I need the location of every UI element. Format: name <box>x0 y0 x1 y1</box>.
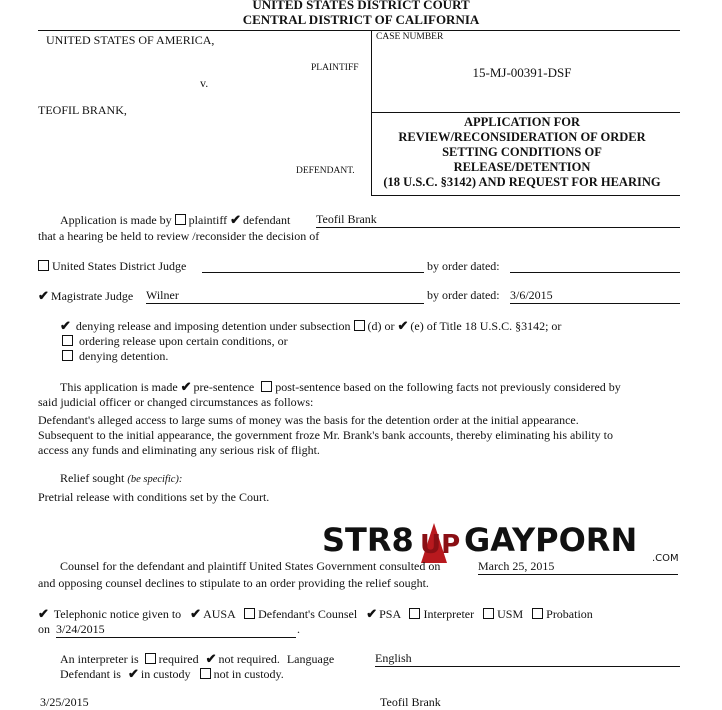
decision-option-1 <box>60 318 561 334</box>
consulted-date[interactable]: March 25, 2015 <box>478 559 678 575</box>
relief-hint: (be specific): <box>127 474 183 485</box>
hearing-text: that a hearing be held to review /reconsider the decision of <box>38 229 320 243</box>
notice-check-icon[interactable]: ✔ <box>38 606 49 621</box>
district-judge-row <box>38 259 186 274</box>
decision-option-2-text: ordering release upon certain conditions, or <box>79 334 288 348</box>
watermark-logo-graphic <box>322 517 684 565</box>
ausa-check-icon[interactable]: ✔ <box>190 606 202 621</box>
case-number-label: CASE NUMBER <box>376 32 444 42</box>
sentence-line <box>60 379 621 395</box>
not-in-custody-checkbox[interactable] <box>200 668 211 679</box>
title-bottom-rule <box>371 195 680 196</box>
counsel-line-2: and opposing counsel declines to stipulate to an order providing the relief sought. <box>38 576 429 590</box>
title-line-3: SETTING CONDITIONS OF <box>442 145 602 159</box>
defendant-label: DEFENDANT. <box>296 166 355 176</box>
magistrate-order-date[interactable]: 3/6/2015 <box>510 288 680 304</box>
defendant-name: TEOFIL BRANK, <box>38 103 127 117</box>
plaintiff-option: plaintiff <box>188 213 228 227</box>
interpreter-row <box>60 651 334 667</box>
defendant-check-icon[interactable]: ✔ <box>230 212 241 227</box>
language-label: Language <box>286 652 335 666</box>
watermark-logo <box>322 517 684 565</box>
usm-checkbox[interactable] <box>483 608 494 619</box>
interpreter-not-required-text: not required. <box>218 652 280 666</box>
subsection-d-checkbox[interactable] <box>354 320 365 331</box>
detention-check-icon[interactable]: ✔ <box>60 318 71 333</box>
logo-suffix: .COM <box>652 553 679 564</box>
post-sentence-text: post-sentence based on the following facts not previously considered by <box>275 380 621 394</box>
relief-text: Pretrial release with conditions set by the Court. <box>38 490 270 504</box>
not-in-custody-text: not in custody. <box>213 667 284 681</box>
district-order-dated-label: by order dated: <box>427 259 500 273</box>
applicant-line <box>60 212 290 228</box>
notice-row <box>38 606 593 622</box>
pre-sentence-text: pre-sentence <box>193 380 255 394</box>
signature-name: Teofil Brank <box>380 695 441 709</box>
interpreter-notice-checkbox[interactable] <box>409 608 420 619</box>
in-custody-text: in custody <box>140 667 191 681</box>
probation-checkbox[interactable] <box>532 608 543 619</box>
logo-text-left: STR8 <box>322 521 414 559</box>
title-line-1: APPLICATION FOR <box>463 115 581 129</box>
sentence-text: This application is made <box>60 380 178 394</box>
psa-check-icon[interactable]: ✔ <box>366 606 378 621</box>
subsection-e-check-icon[interactable]: ✔ <box>397 318 409 333</box>
notice-option-ausa: AUSA <box>203 607 236 621</box>
pre-sentence-check-icon[interactable]: ✔ <box>180 379 192 394</box>
logo-text-right: GAYPORN <box>464 521 638 559</box>
plaintiff-checkbox[interactable] <box>175 214 186 225</box>
facts-line-3: access any funds and eliminating any serious risk of flight. <box>38 443 320 457</box>
interpreter-required-checkbox[interactable] <box>145 653 156 664</box>
subsection-d-text: (d) or <box>367 319 395 333</box>
notice-label: Telephonic notice given to <box>53 607 182 621</box>
in-custody-check-icon[interactable]: ✔ <box>127 666 139 681</box>
applicant-name[interactable]: Teofil Brank <box>316 212 680 228</box>
release-conditions-checkbox[interactable] <box>62 335 73 346</box>
magistrate-label: Magistrate Judge <box>50 289 134 303</box>
sentence-continued: said judicial officer or changed circumstances as follows: <box>38 395 314 409</box>
case-number: 15-MJ-00391-DSF <box>472 65 572 80</box>
post-sentence-checkbox[interactable] <box>261 381 272 392</box>
footer-date: 3/25/2015 <box>40 695 89 709</box>
notice-option-probation: Probation <box>546 607 593 621</box>
decision-option-3-text: denying detention. <box>79 349 169 363</box>
caption-top-rule <box>38 30 680 31</box>
facts-line-2: Subsequent to the initial appearance, the government froze Mr. Brank's bank accounts, thereby eliminating his ability to <box>38 428 614 442</box>
denying-detention-checkbox[interactable] <box>62 350 73 361</box>
custody-row <box>60 666 284 682</box>
facts-line-1: Defendant's alleged access to large sums of money was the basis for the detention order at the initial appearance. <box>38 413 579 427</box>
court-name: UNITED STATES DISTRICT COURT <box>252 0 470 12</box>
district-judge-label: United States District Judge <box>52 259 187 273</box>
interpreter-label: An interpreter is <box>60 652 139 666</box>
magistrate-check-icon[interactable]: ✔ <box>38 288 49 303</box>
notice-date[interactable]: 3/24/2015 <box>56 622 296 638</box>
language-value[interactable]: English <box>375 651 680 667</box>
magistrate-row <box>38 288 133 304</box>
plaintiff-label: PLAINTIFF <box>311 63 359 73</box>
district-order-date-field[interactable] <box>510 259 680 273</box>
district-judge-name-field[interactable] <box>202 259 424 273</box>
magistrate-order-dated-label: by order dated: <box>427 288 500 302</box>
case-number-bottom-rule <box>371 112 680 113</box>
notice-option-usm: USM <box>497 607 524 621</box>
magistrate-name[interactable]: Wilner <box>146 288 424 304</box>
counsel-line-1: Counsel for the defendant and plaintiff United States Government consulted on <box>60 559 441 573</box>
interpreter-required-text: required <box>158 652 199 666</box>
district-judge-checkbox[interactable] <box>38 260 49 271</box>
made-by-text: Application is made by <box>60 213 172 227</box>
subsection-e-text: (e) of Title 18 U.S.C. §3142; or <box>410 319 562 333</box>
defendant-option: defendant <box>243 213 291 227</box>
decision-option-3 <box>62 349 168 364</box>
relief-label: Relief sought <box>60 471 125 485</box>
custody-label: Defendant is <box>60 667 121 681</box>
defendant-counsel-checkbox[interactable] <box>244 608 255 619</box>
notice-on-label: on <box>38 622 50 636</box>
versus: v. <box>200 76 209 90</box>
title-line-4: RELEASE/DETENTION <box>453 160 591 174</box>
logo-text-mid: UP <box>420 530 461 560</box>
district-name: CENTRAL DISTRICT OF CALIFORNIA <box>242 12 480 27</box>
notice-option-defendant-counsel: Defendant's Counsel <box>258 607 358 621</box>
not-required-check-icon[interactable]: ✔ <box>205 651 217 666</box>
title-line-2: REVIEW/RECONSIDERATION OF ORDER <box>398 130 646 144</box>
relief-row <box>60 471 182 486</box>
plaintiff-name: UNITED STATES OF AMERICA, <box>46 33 215 47</box>
notice-period: . <box>297 622 300 636</box>
decision-option-1-text: denying release and imposing detention under subsection <box>75 319 351 333</box>
notice-option-psa: PSA <box>379 607 401 621</box>
notice-option-interpreter: Interpreter <box>423 607 475 621</box>
decision-option-2 <box>62 334 288 349</box>
title-line-5: (18 U.S.C. §3142) AND REQUEST FOR HEARING <box>383 175 661 189</box>
